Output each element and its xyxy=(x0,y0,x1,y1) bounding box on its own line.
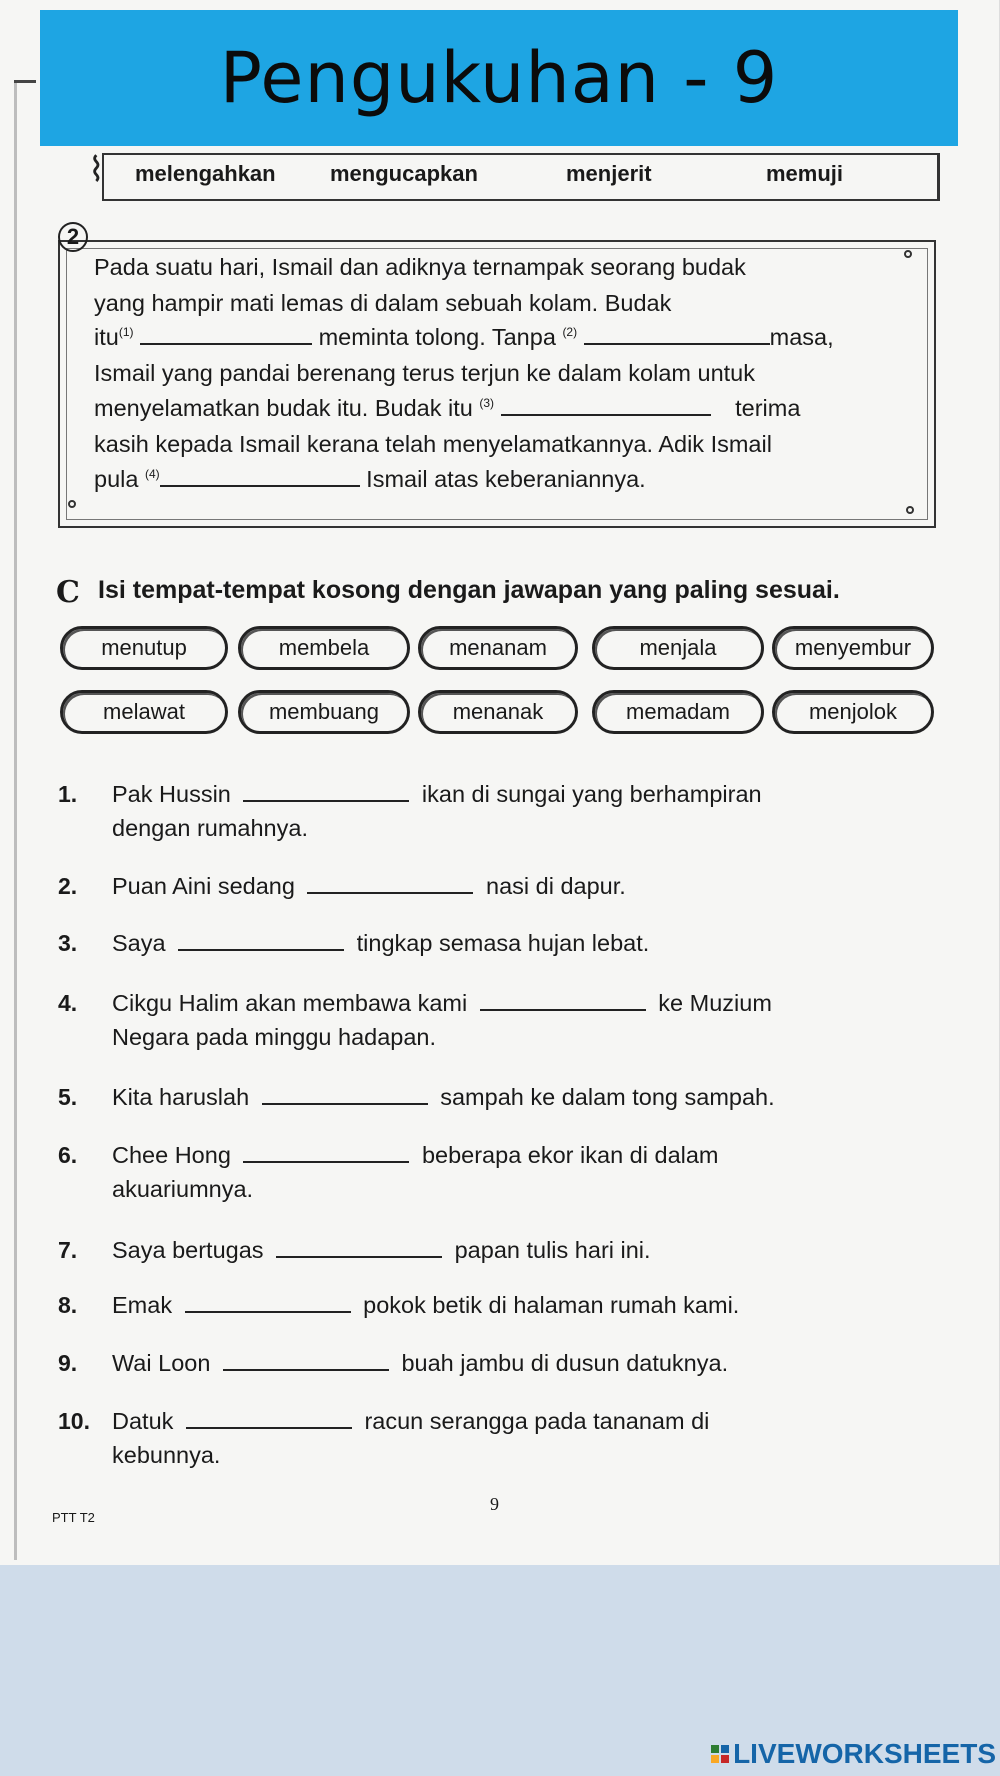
question-stem: Chee Hong xyxy=(112,1142,231,1168)
word-pill: menanak xyxy=(418,690,578,734)
page-title: Pengukuhan - 9 xyxy=(219,37,779,119)
word-pill: menjolok xyxy=(772,690,934,734)
question-number: 7. xyxy=(58,1237,78,1263)
page-binding-edge xyxy=(14,80,17,1560)
blank-marker: (3) xyxy=(479,396,495,411)
word-pill: membela xyxy=(238,626,410,670)
question-text xyxy=(112,873,626,900)
question-stem: Saya bertugas xyxy=(112,1237,264,1263)
word-pill: menjala xyxy=(592,626,764,670)
passage-line xyxy=(94,324,834,351)
liveworksheets-logo-icon xyxy=(711,1745,729,1763)
section-instruction: Isi tempat-tempat kosong dengan jawapan yang paling sesuai. xyxy=(98,576,840,604)
page-corner-mark xyxy=(14,80,36,83)
word-pill: memadam xyxy=(592,690,764,734)
section-c-icon: C xyxy=(56,575,80,610)
passage-line xyxy=(94,395,800,422)
paperclip-icon: ⌇ xyxy=(88,150,105,190)
question-text: Negara pada minggu hadapan. xyxy=(112,1024,437,1050)
answer-blank-7[interactable] xyxy=(276,1240,442,1258)
question-number: 6. xyxy=(58,1142,78,1168)
question-stem: pokok betik di halaman rumah kami. xyxy=(363,1292,740,1318)
question-stem: Cikgu Halim akan membawa kami xyxy=(112,990,468,1016)
passage-line: Ismail yang pandai berenang terus terjun ke dalam kolam untuk xyxy=(94,360,755,386)
question-stem: nasi di dapur. xyxy=(486,873,626,899)
word-pill: menyembur xyxy=(772,626,934,670)
passage-text: terima xyxy=(735,395,801,421)
passage-line: Pada suatu hari, Ismail dan adiknya ternampak seorang budak xyxy=(94,254,746,280)
passage-text: meminta tolong. Tanpa xyxy=(318,324,556,350)
passage-blank-3[interactable] xyxy=(501,396,711,416)
answer-blank-9[interactable] xyxy=(223,1353,389,1371)
question-stem: Wai Loon xyxy=(112,1350,211,1376)
question-stem: ikan di sungai yang berhampiran xyxy=(421,781,762,807)
question-stem: ke Muzium xyxy=(658,990,772,1016)
question-number: 5. xyxy=(58,1084,78,1110)
word-bank-item: melengahkan xyxy=(135,161,276,186)
question-stem: Pak Hussin xyxy=(112,781,231,807)
question-text xyxy=(112,1408,709,1435)
question-stem: beberapa ekor ikan di dalam xyxy=(421,1142,719,1168)
question-stem: tingkap semasa hujan lebat. xyxy=(356,930,650,956)
passage-text: masa, xyxy=(769,324,834,350)
answer-blank-6[interactable] xyxy=(243,1145,409,1163)
word-bank-item: menjerit xyxy=(566,161,652,186)
question-stem: sampah ke dalam tong sampah. xyxy=(440,1084,775,1110)
answer-blank-10[interactable] xyxy=(186,1411,352,1429)
blank-marker: (2) xyxy=(562,325,578,340)
question-stem: Datuk xyxy=(112,1408,174,1434)
passage-text: pula xyxy=(94,466,139,492)
passage-text: itu xyxy=(94,324,119,350)
question-text: kebunnya. xyxy=(112,1442,221,1468)
answer-blank-3[interactable] xyxy=(178,933,344,951)
question-text xyxy=(112,1292,739,1319)
question-number: 4. xyxy=(58,990,78,1016)
question-text xyxy=(112,930,649,957)
passage-line: kasih kepada Ismail kerana telah menyelamatkannya. Adik Ismail xyxy=(94,431,772,457)
passage-line xyxy=(94,466,646,493)
question-text xyxy=(112,990,772,1017)
decorative-dot-icon xyxy=(906,506,914,514)
passage-blank-2[interactable] xyxy=(584,325,770,345)
word-pill: menutup xyxy=(60,626,228,670)
title-banner xyxy=(40,10,958,146)
passage-line: yang hampir mati lemas di dalam sebuah kolam. Budak xyxy=(94,290,672,316)
decorative-dot-icon xyxy=(68,500,76,508)
word-pill: membuang xyxy=(238,690,410,734)
question-text: akuariumnya. xyxy=(112,1176,254,1202)
question-stem: buah jambu di dusun datuknya. xyxy=(401,1350,729,1376)
question-stem: Saya xyxy=(112,930,166,956)
brand-watermark xyxy=(711,1738,996,1770)
blank-marker: (1) xyxy=(118,325,134,340)
word-pill: menanam xyxy=(418,626,578,670)
answer-blank-1[interactable] xyxy=(243,784,409,802)
question-stem: Emak xyxy=(112,1292,173,1318)
question-number: 1. xyxy=(58,781,78,807)
answer-blank-5[interactable] xyxy=(262,1087,428,1105)
question-text xyxy=(112,1084,775,1111)
answer-blank-4[interactable] xyxy=(480,993,646,1011)
question-text: dengan rumahnya. xyxy=(112,815,308,841)
question-text xyxy=(112,1237,651,1264)
passage-text: menyelamatkan budak itu. Budak itu xyxy=(94,395,473,421)
question-number: 10. xyxy=(58,1408,90,1434)
book-code: PTT T2 xyxy=(52,1510,95,1525)
question-text xyxy=(112,1350,728,1377)
answer-blank-2[interactable] xyxy=(307,876,473,894)
brand-name: LIVEWORKSHEETS xyxy=(733,1738,996,1769)
question-number: 8. xyxy=(58,1292,78,1318)
question-number: 3. xyxy=(58,930,78,956)
answer-blank-8[interactable] xyxy=(185,1295,351,1313)
question-text xyxy=(112,781,762,808)
word-bank-item: memuji xyxy=(766,161,844,186)
question-text xyxy=(112,1142,719,1169)
page-number: 9 xyxy=(490,1494,499,1514)
question-stem: racun serangga pada tananam di xyxy=(364,1408,710,1434)
question-stem: Puan Aini sedang xyxy=(112,873,295,899)
passage-blank-1[interactable] xyxy=(140,325,312,345)
word-pill: melawat xyxy=(60,690,228,734)
question-number: 2. xyxy=(58,873,78,899)
passage-text: Ismail atas keberaniannya. xyxy=(366,466,646,492)
decorative-dot-icon xyxy=(904,250,912,258)
question-stem: papan tulis hari ini. xyxy=(454,1237,651,1263)
blank-marker: (4) xyxy=(144,467,160,482)
section-number-badge: 2 xyxy=(58,222,88,252)
word-bank-item: mengucapkan xyxy=(330,161,478,186)
question-number: 9. xyxy=(58,1350,78,1376)
passage-blank-4[interactable] xyxy=(160,467,360,487)
question-stem: Kita haruslah xyxy=(112,1084,250,1110)
